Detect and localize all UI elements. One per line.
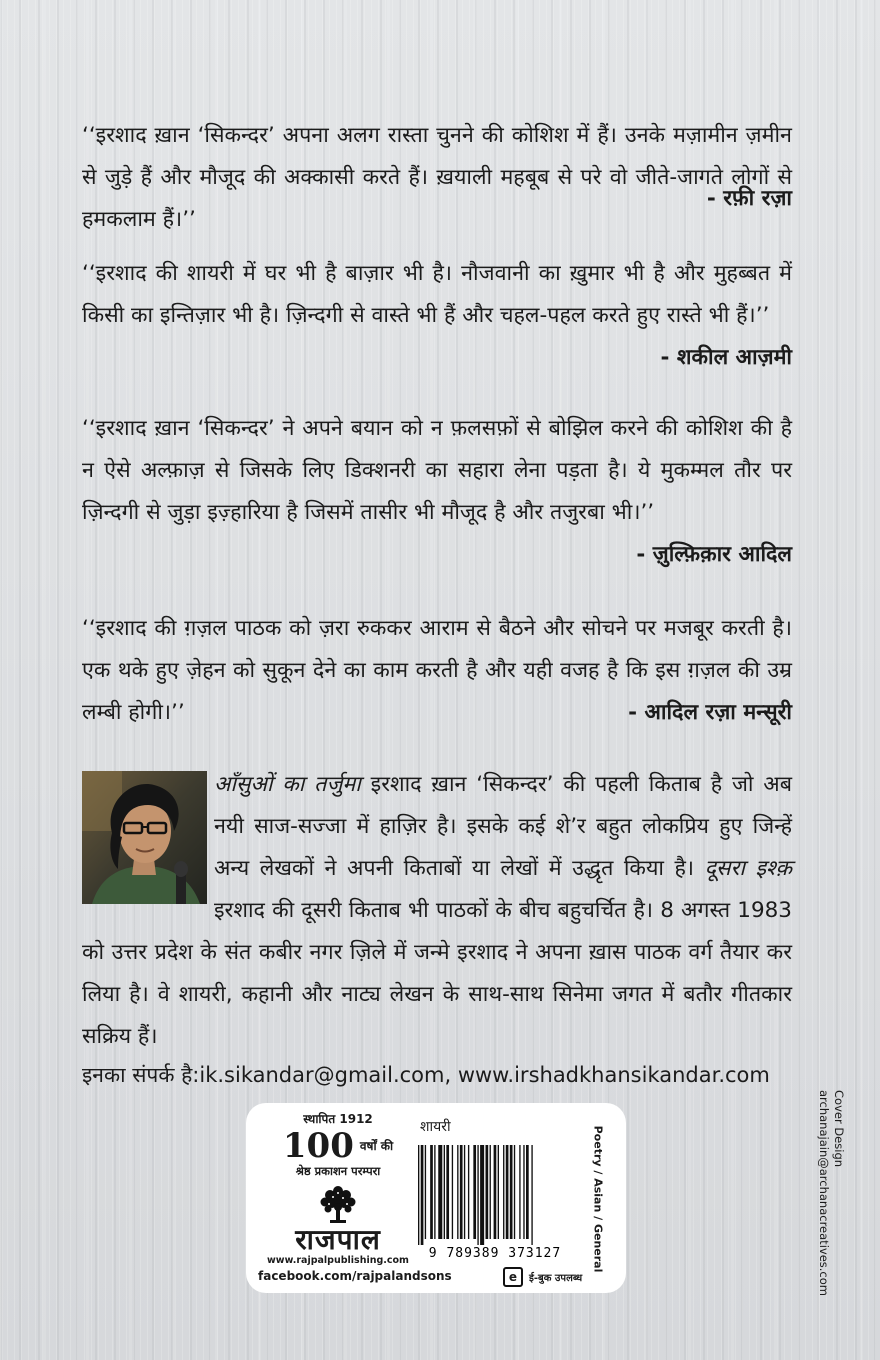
quote-rafi-raza: ‘‘इरशाद ख़ान ‘सिकन्दर’ अपना अलग रास्ता चुनने की कोशिश में हैं। उनके मज़ामीन ज़मीन से जुड़े हैं और मौजूद की अक्कासी करते हैं। ख़याली महबूब से परे वो जीते-जागते लोगों से हमकलाम हैं।’’ (82, 123, 792, 232)
established-year: स्थापित 1912 (303, 1112, 373, 1126)
contact-label: इनका संपर्क है: (82, 1063, 200, 1087)
publisher-brand: राजपाल (295, 1223, 381, 1256)
barcode-bar (477, 1145, 478, 1245)
barcode-bars (418, 1145, 533, 1245)
contact-details: ik.sikandar@gmail.com, www.irshadkhansikandar.com (199, 1063, 770, 1087)
cover-design-email: archanajain@archanacreatives.com (817, 1090, 831, 1296)
barcode-bar (490, 1145, 491, 1239)
bio-text-part2: इरशाद की दूसरी किताब भी पाठकों के बीच बहुचर्चित है। 8 अगस्त 1983 को उत्तर प्रदेश के संत कबीर नगर ज़िले में जन्मे इरशाद ने अपना ख़ास पाठक वर्ग तैयार कर लिया है। वे शायरी, कहानी और नाट्य लेखन के साथ-साथ सिनेमा जगत में बतौर गीतकार सक्रिय हैं। (82, 898, 792, 1049)
quote-adil-raza-mansoori: ‘‘इरशाद की ग़ज़ल पाठक को ज़रा रुककर आराम से बैठने और सोचने पर मजबूर करती है। एक थके हुए ज़ेहन को सुकून देने का काम करती है और यही वजह है कि इस ग़ज़ल की उम्र लम्बी होगी।’’ (82, 616, 792, 725)
quote-author-shakeel-azmi: - शकील आज़मी (660, 345, 792, 370)
barcode-bar (444, 1145, 445, 1239)
publisher-tagline: श्रेष्ठ प्रकाशन परम्परा (295, 1164, 381, 1178)
barcode-bar (526, 1145, 529, 1239)
publisher-website: www.rajpalpublishing.com (267, 1255, 409, 1266)
barcode-bar (480, 1145, 484, 1245)
barcode-bar (418, 1145, 419, 1245)
barcode-bar (421, 1145, 424, 1245)
barcode-bar (464, 1145, 465, 1239)
barcode-bar (498, 1145, 499, 1239)
genre-label: Poetry / Asian / General (591, 1125, 605, 1272)
publisher-facebook: facebook.com/rajpalandsons (258, 1269, 452, 1283)
author-contact (82, 1055, 770, 1095)
quote-author-zulfiqar-adil: - ज़ुल्फ़िक़ार आदिल (636, 542, 792, 567)
barcode-bar (452, 1145, 453, 1239)
cover-design-credit (808, 1090, 846, 1315)
publisher-block (258, 1111, 418, 1267)
hundred-years-number: 100 (282, 1126, 354, 1166)
quote-shakeel-azmi: ‘‘इरशाद की शायरी में घर भी है बाज़ार भी है। नौजवानी का ख़ुमार भी है और मुहब्बत में किसी का इन्तिज़ार भी है। ज़िन्दगी से वास्ते भी हैं और चहल-पहल करते हुए रास्ते भी हैं।’’ (82, 261, 792, 328)
bio-text-part1: इरशाद ख़ान ‘सिकन्दर’ की पहली किताब है जो अब नयी साज-सज्जा में हाज़िर है। इसके कई शे’र बहुत लोकप्रिय हुए जिन्हें अन्य लेखकों ने अपनी किताबों या लेखों में उद्धृत किया है। (214, 772, 792, 881)
quote-author-adil-raza-mansoori: - आदिल रज़ा मन्सूरी (628, 700, 792, 725)
years-label: वर्षों की (359, 1139, 394, 1153)
quote-author-rafi-raza: - रफ़ी रज़ा (706, 186, 792, 211)
ebook-icon: e (503, 1267, 523, 1287)
cover-design-label: Cover Design (832, 1090, 846, 1168)
barcode-bar (457, 1145, 458, 1239)
barcode-bar (430, 1145, 433, 1239)
barcode-bar (446, 1145, 449, 1239)
isbn-number: 9 789389 373127 (428, 1246, 562, 1260)
book-title: आँसुओं का तर्जुमा (214, 772, 361, 797)
isbn-barcode (410, 1145, 580, 1260)
barcode-bar (494, 1145, 497, 1239)
barcode-bar (434, 1145, 435, 1239)
tree-logo-icon (318, 1183, 358, 1225)
barcode-bar (460, 1145, 463, 1239)
barcode-bar (506, 1145, 509, 1239)
barcode-bar (523, 1145, 524, 1239)
book-category: शायरी (420, 1119, 451, 1135)
barcode-bar (510, 1145, 513, 1239)
quote-zulfiqar-adil: ‘‘इरशाद ख़ान ‘सिकन्दर’ ने अपने बयान को न फ़लसफ़ों से बोझिल करने की कोशिश की है न ऐसे अल्फ़ाज़ से जिसके लिए डिक्शनरी का सहारा लेना पड़ता है। ये मुकम्मल तौर पर ज़िन्दगी से जुड़ा इज़्हारिया है जिसमें तासीर भी मौजूद है और तजुरबा भी।’’ (82, 416, 792, 525)
barcode-bar (473, 1145, 476, 1239)
barcode-bar (468, 1145, 469, 1239)
publisher-panel (246, 1103, 626, 1293)
second-book-title: दूसरा इश्क़ (704, 856, 792, 881)
genre-label-container (588, 1125, 608, 1272)
ebook-label: ई-बुक उपलब्ध (529, 1273, 583, 1284)
author-bio (82, 764, 792, 1058)
barcode-bar (531, 1145, 532, 1245)
barcode-bar (503, 1145, 504, 1239)
barcode-bar (514, 1145, 515, 1239)
barcode-bar (519, 1145, 520, 1239)
ebook-available (503, 1267, 582, 1287)
barcode-bar (425, 1145, 426, 1239)
barcode-bar (438, 1145, 442, 1239)
barcode-bar (486, 1145, 489, 1239)
